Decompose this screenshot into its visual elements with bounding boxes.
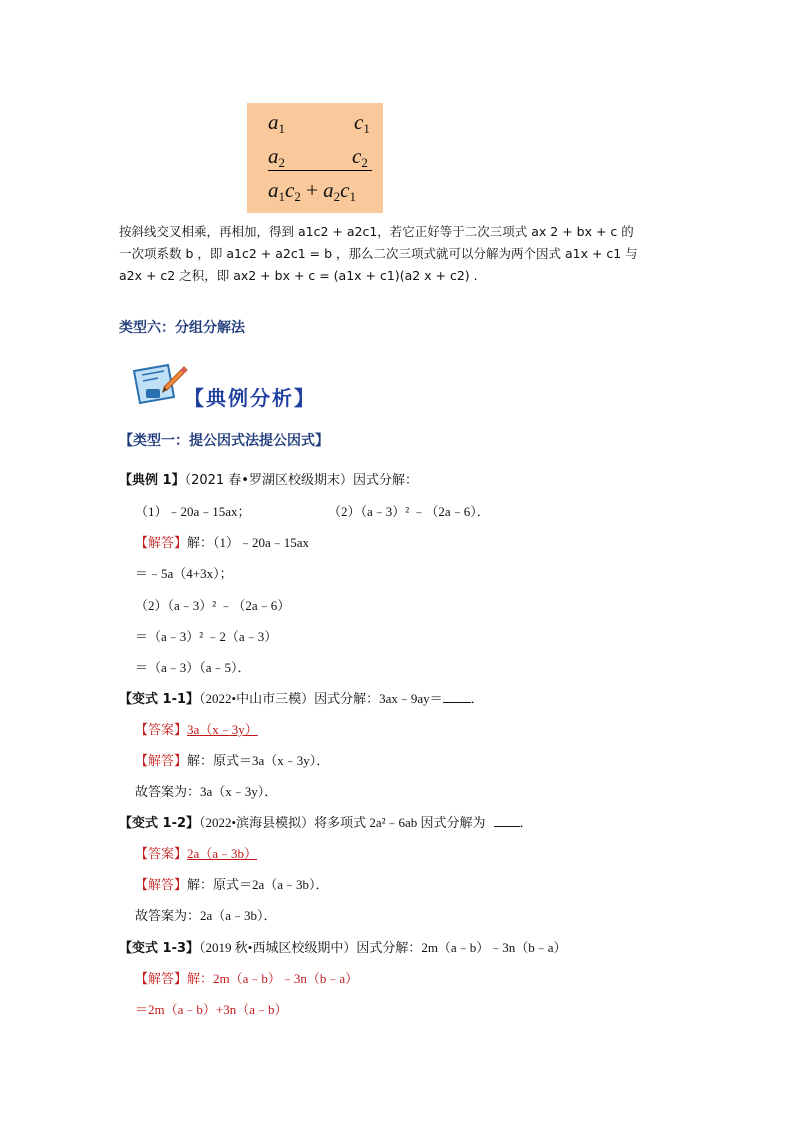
pencil-paper-icon: [128, 361, 188, 409]
variant-1-2-solution: 【解答】解：原式＝2a（a﹣3b）．: [135, 877, 329, 893]
variant-1-3-step-2: ＝2m（a﹣b）+3n（a﹣b）: [135, 1002, 288, 1017]
cross-row-2-left: $a_2$: [268, 144, 285, 170]
explanation-line-1: 按斜线交叉相乘，再相加，得到 a1c2 + a2c1，若它正好等于二次三项式 ax 2 + bx + c 的: [119, 224, 634, 239]
example-1-solution: 【解答】解：（1）﹣20a﹣15ax: [135, 535, 310, 551]
example-1-tag: 【典例 1】: [119, 473, 185, 488]
section-heading: 类型六：分组分解法: [119, 320, 245, 336]
explanation-line-3: a2x + c2 之积，即 ax2 + bx + c = (a1x + c1)(a2 x + c2) .: [119, 268, 478, 283]
answer-blank: [494, 814, 520, 827]
variant-1-1-solution: 【解答】解：原式＝3a（x﹣3y）．: [135, 753, 330, 769]
explanation-line-2: 一次项系数 b ，即 a1c2 + a2c1 = b ，那么二次三项式就可以分解为两个因式 a1x + c1 与: [119, 246, 638, 261]
example-1-header: [119, 469, 418, 488]
cross-result: $a_1c_2 + a_2c_1$: [268, 178, 356, 204]
banner-title: 【典例分析】: [184, 386, 316, 410]
example-1-step-4: ＝（a﹣3）² ﹣2（a﹣3）: [135, 629, 278, 644]
example-1-solution-tag: 【解答】: [135, 536, 188, 551]
example-1-q1: （1）﹣20a﹣15ax；: [135, 504, 251, 519]
example-1-q2: （2）（a﹣3）² ﹣（2a﹣6）．: [328, 504, 490, 519]
variant-1-1-final: 故答案为：3a（x﹣3y）．: [135, 784, 278, 799]
cross-row-1-right: $c_1$: [354, 110, 370, 136]
example-1-step-5: ＝（a﹣3）（a﹣5）．: [135, 660, 251, 675]
variant-1-1-answer: 【答案】3a（x﹣3y）: [135, 722, 258, 738]
type-heading: 【类型一：提公因式法提公因式】: [119, 433, 329, 449]
variant-1-2-final: 故答案为：2a（a﹣3b）．: [135, 908, 277, 923]
variant-1-2-answer: 【答案】2a（a﹣3b）: [135, 846, 258, 862]
cross-row-2-right: $c_2$: [352, 144, 368, 170]
cross-divider-line: [268, 170, 372, 171]
cross-row-1-left: $a_1$: [268, 110, 285, 136]
variant-1-3-question: 【变式 1-3】（2019 秋•西城区校级期中）因式分解：2m（a﹣b）﹣3n（b﹣a）: [119, 940, 567, 956]
variant-1-3-solution: 【解答】解：2m（a﹣b）﹣3n（b﹣a）: [135, 971, 359, 987]
variant-1-2-question: 【变式 1-2】（2022•滨海县模拟）将多项式 2a²﹣6ab 因式分解为 ．: [119, 815, 533, 831]
answer-blank: [443, 690, 471, 703]
example-1-step-3: （2）（a﹣3）² ﹣（2a﹣6）: [135, 598, 291, 613]
variant-1-1-question: 【变式 1-1】（2022•中山市三模）因式分解：3ax﹣9ay＝ ．: [119, 691, 484, 707]
example-1-step-2: ＝﹣5a（4+3x）；: [135, 566, 233, 581]
example-1-source: （2021 春•罗湖区校级期末）因式分解：: [184, 473, 418, 488]
